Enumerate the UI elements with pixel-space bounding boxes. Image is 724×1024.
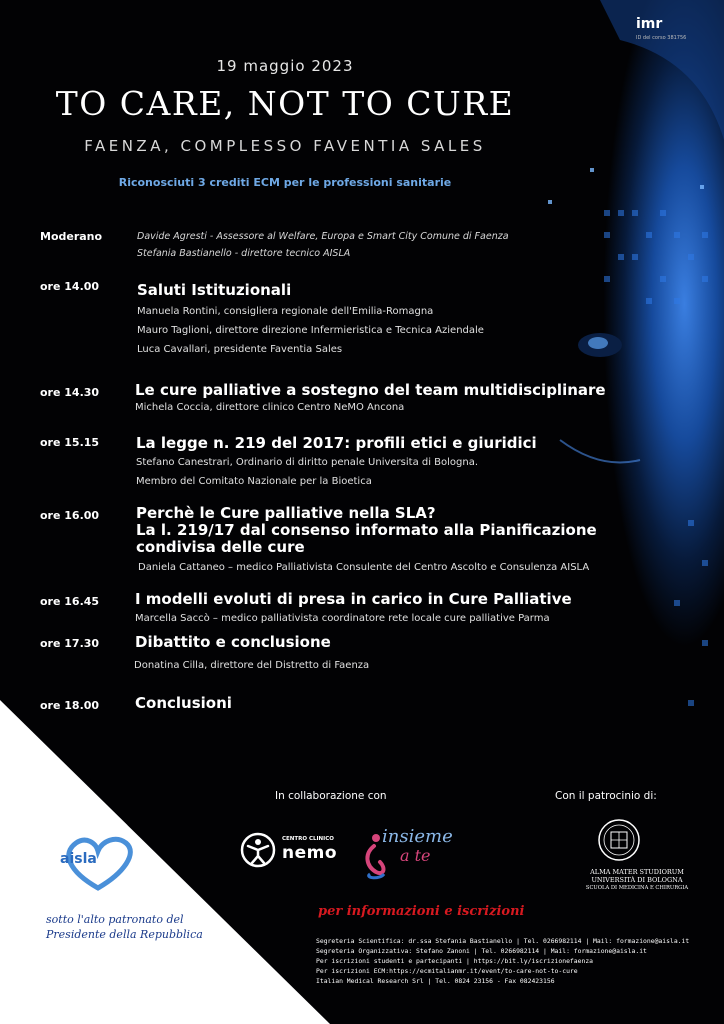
patronage-line: Presidente della Repubblica: [46, 928, 203, 941]
info-heading: per informazioni e iscrizioni: [318, 904, 525, 919]
program-speakers: [134, 656, 369, 675]
patronage-label: Con il patrocinio di:: [555, 790, 657, 802]
program-time: ore 15.15: [40, 436, 100, 449]
speaker-line: Donatina Cilla, direttore del Distretto di Faenza: [134, 660, 370, 671]
program-title-line: condivisa delle cure: [136, 538, 305, 556]
program-speakers: [135, 398, 404, 417]
course-id: ID del corso 381756: [636, 35, 687, 41]
aisla-logo-text: aisla: [60, 851, 97, 867]
event-title: TO CARE, NOT TO CURE: [55, 84, 515, 123]
moderators-list: [137, 228, 509, 262]
moderator-name: Davide Agresti - Assessore al Welfare, Europa e Smart City Comune di Faenza: [137, 231, 509, 242]
insieme-wordmark: insieme: [382, 826, 453, 847]
unibo-line: UNIVERSITÀ DI BOLOGNA: [591, 876, 683, 884]
program-title: Dibattito e conclusione: [135, 633, 331, 651]
program-time: ore 14.00: [40, 280, 100, 293]
speaker-line: Stefano Canestrari, Ordinario di diritto penale Universita di Bologna.: [136, 457, 479, 468]
presidential-patronage: [46, 912, 203, 942]
program-title: Saluti Istituzionali: [137, 281, 292, 299]
contact-line: Segreteria Scientifica: dr.ssa Stefania Bastianello | Tel. 0266982114 | Mail: formazione@aisla.it: [316, 937, 690, 945]
patronage-line: sotto l'alto patronato del: [46, 913, 184, 926]
program-title: Le cure palliative a sostegno del team multidisciplinare: [135, 381, 606, 399]
program-title: La legge n. 219 del 2017: profili etici e giuridici: [136, 434, 537, 452]
collaboration-label: In collaborazione con: [275, 790, 387, 802]
contact-line: Segreteria Organizzativa: Stefano Zanoni | Tel. 0266982114 | Mail: formazione@aisla.it: [316, 947, 647, 955]
contact-line: Italian Medical Research Srl | Tel. 0824 23156 - Fax 082423156: [316, 977, 555, 985]
program-time: ore 14.30: [40, 386, 100, 399]
event-date: 19 maggio 2023: [216, 57, 354, 75]
program-speakers: [137, 302, 484, 359]
imr-logo: [636, 16, 696, 41]
program-title: [136, 505, 597, 556]
contact-line: Per iscrizioni studenti e partecipanti | https://bit.ly/iscrizionefaenza: [316, 957, 594, 965]
program-time: ore 16.45: [40, 595, 100, 608]
nemo-logo: [240, 830, 340, 870]
nemo-figure-icon: [240, 832, 276, 868]
program-speakers: [136, 453, 478, 491]
program-time: ore 18.00: [40, 699, 100, 712]
program-title-line: Perchè le Cure palliative nella SLA?: [136, 504, 436, 522]
unibo-line: SCUOLA DI MEDICINA E CHIRURGIA: [585, 885, 689, 891]
nemo-wordmark: nemo: [282, 843, 338, 863]
speaker-line: Manuela Rontini, consigliera regionale dell'Emilia-Romagna: [137, 306, 434, 317]
speaker-line: Luca Cavallari, presidente Faventia Sales: [137, 344, 343, 355]
contact-line: Per iscrizioni ECM:https://ecmitalianmr.it/event/to-care-not-to-cure: [316, 967, 578, 975]
imr-logo-text: imr: [636, 16, 663, 32]
speaker-line: Marcella Saccò – medico palliativista coordinatore rete locale cure palliative Parma: [135, 613, 550, 624]
program-title: I modelli evoluti di presa in carico in Cure Palliative: [135, 590, 572, 608]
program-time: ore 16.00: [40, 509, 100, 522]
insieme-wordmark-sub: a te: [400, 846, 431, 865]
ecm-credits: Riconosciuti 3 crediti ECM per le professioni sanitarie: [118, 176, 452, 189]
program-speakers: [138, 558, 589, 577]
program-title: Conclusioni: [135, 694, 232, 712]
insieme-logo: [360, 822, 453, 882]
program-title-line: La l. 219/17 dal consenso informato alla Pianificazione: [136, 521, 597, 539]
speaker-line: Mauro Taglioni, direttore direzione Infermieristica e Tecnica Aziendale: [137, 325, 484, 336]
program-speakers: [135, 609, 550, 628]
unibo-seal-icon: [597, 818, 641, 862]
speaker-line: Daniela Cattaneo – medico Palliativista Consulente del Centro Ascolto e Consulenza AISLA: [138, 562, 590, 573]
unibo-seal: [583, 818, 653, 908]
speaker-line: Michela Coccia, direttore clinico Centro NeMO Ancona: [135, 402, 405, 413]
speaker-line: Membro del Comitato Nazionale per la Bioetica: [136, 476, 372, 487]
aisla-heart-logo: [58, 833, 138, 893]
moderators-label: Moderano: [40, 230, 103, 243]
moderator-name: Stefania Bastianello - direttore tecnico AISLA: [137, 248, 351, 259]
unibo-line: ALMA MATER STUDIORUM: [590, 868, 684, 876]
program-time: ore 17.30: [40, 637, 100, 650]
event-location: FAENZA, COMPLESSO FAVENTIA SALES: [84, 137, 486, 155]
nemo-subtitle: CENTRO CLINICO: [282, 836, 334, 842]
contact-block: [316, 936, 689, 986]
